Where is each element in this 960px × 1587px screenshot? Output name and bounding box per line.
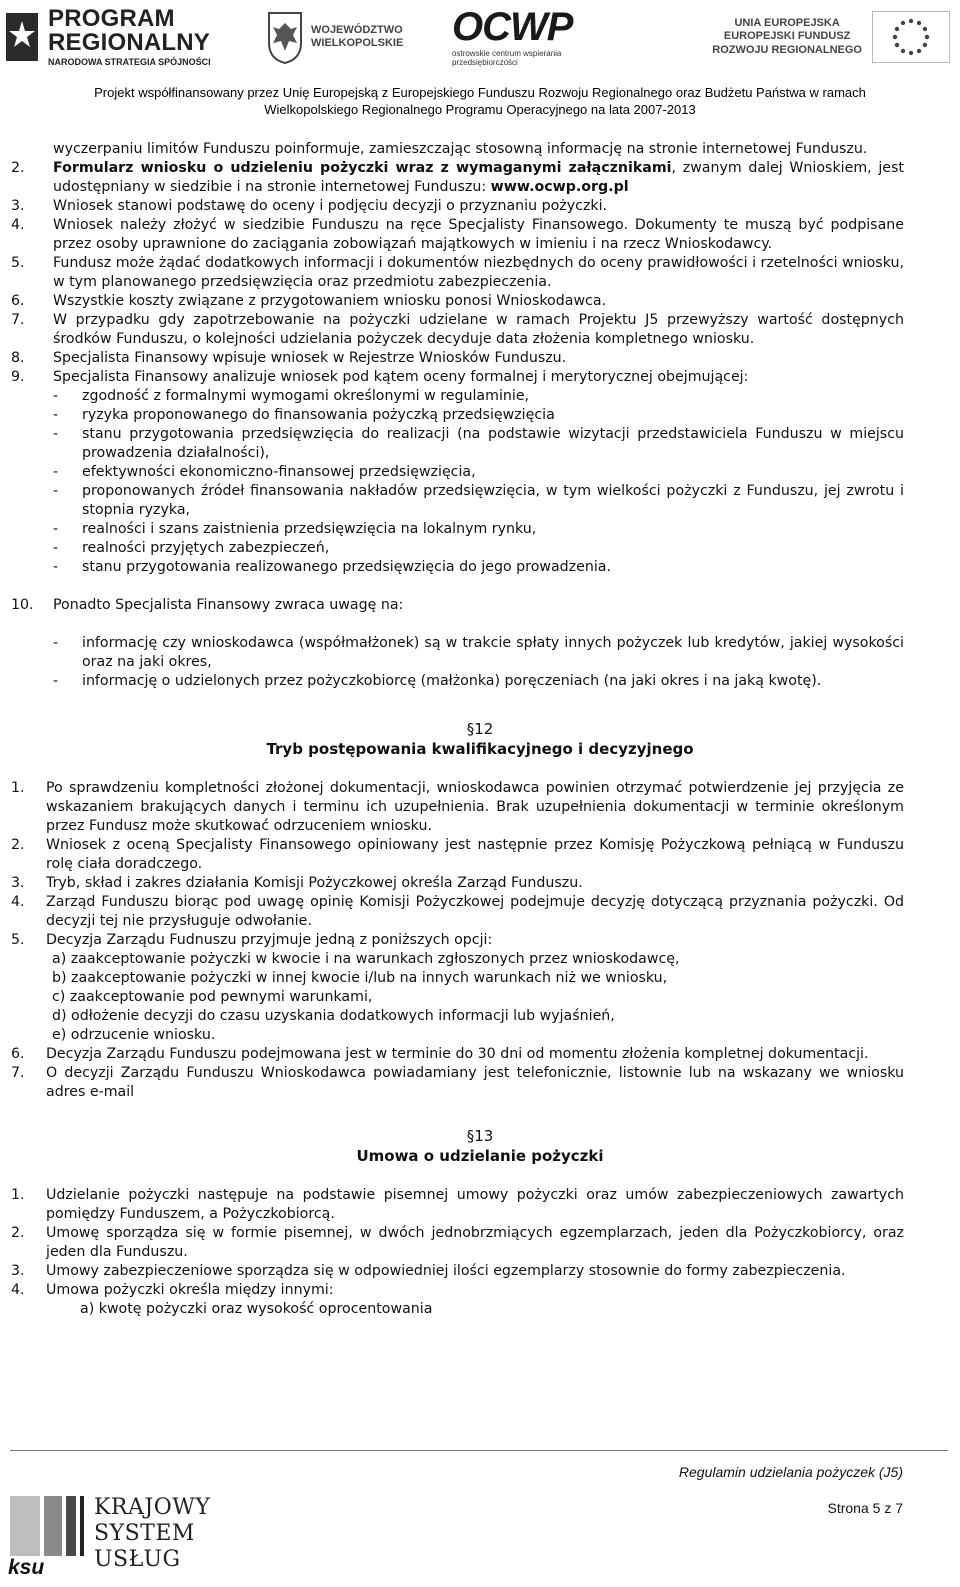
section-12-number: §12 [466, 720, 494, 738]
list-number: 5. [11, 255, 25, 271]
list-number: 2. [11, 160, 25, 176]
page-number: Strona 5 z 7 [827, 1500, 903, 1516]
list-number: 2. [11, 1225, 25, 1241]
bullet-text: stanu przygotowania przedsięwzięcia do realizacji (na podstawie wizytacji przedstawiciela Funduszu w miejscu prowadzenia działalności), [82, 426, 904, 461]
footer-document-title: Regulamin udzielania pożyczek (J5) [678, 1464, 903, 1480]
list-number: 7. [11, 312, 25, 328]
option-item: e) odrzucenie wniosku. [52, 1027, 216, 1043]
bullet-item [53, 558, 904, 577]
list-item [11, 292, 904, 311]
list-section-13 [0, 1186, 960, 1300]
bullet-dash: - [53, 521, 59, 537]
list-text: Umowy zabezpieczeniowe sporządza się w odpowiedniej ilości egzemplarzy stosownie do formy zabezpieczenia. [46, 1263, 846, 1279]
list-text: W przypadku gdy zapotrzebowanie na pożyczki udzielane w ramach Projektu J5 przewyższy wartość dostępnych środków Funduszu, o kolejności udzielania pożyczek decyduje data złożenia kompletnego wniosku. [53, 312, 904, 347]
bullet-dash: - [53, 464, 59, 480]
list-text: Po sprawdzeniu kompletności złożonej dokumentacji, wnioskodawca powinien otrzymać potwierdzenie jej przyjęcia ze wskazaniem brakujących danych i terminu ich uzupełnienia. Brak uzupełnienia dokumentacji w terminie określonym przez Fundusz może skutkować odrzuceniem wniosku. [46, 780, 904, 834]
list-item [11, 779, 904, 836]
list-text: Decyzja Zarządu Funduszu podejmowana jest w terminie do 30 dni od momentu złożenia kompletnej dokumentacji. [46, 1046, 869, 1062]
section-13-title: Umowa o udzielanie pożyczki [356, 1147, 604, 1165]
list-number: 1. [11, 1187, 25, 1203]
ocwp-logo: OCWP ostrowskie centrum wspierania przedsiębiorczości [452, 4, 573, 67]
list-text: Wniosek z oceną Specjalisty Finansowego opiniowany jest następnie przez Komisję Pożyczkową pełniącą w Funduszu rolę ciała doradczego. [46, 837, 904, 872]
ksu-mark-icon [8, 1494, 86, 1558]
bullet-dash: - [53, 426, 59, 442]
bullet-item [53, 482, 904, 520]
bullet-text: efektywności ekonomiczno-finansowej przedsięwzięcia, [82, 464, 476, 480]
list-number: 3. [11, 198, 25, 214]
list-item [11, 1281, 904, 1300]
bullet-item [53, 539, 904, 558]
bullet-dash: - [53, 540, 59, 556]
ksu-tag: ksu [8, 1556, 45, 1579]
option-item: b) zaakceptowanie pożyczki w innej kwocie i/lub na innych warunkach niż we wniosku, [52, 970, 668, 986]
list-number: 9. [11, 369, 25, 385]
list-text: O decyzji Zarządu Funduszu Wnioskodawca powiadamiany jest telefonicznie, listownie lub na wskazany we wniosku adres e-mail [46, 1065, 904, 1100]
list-item [11, 311, 904, 349]
bullet-text: informację o udzielonych przez pożyczkobiorcę (małżonka) poręczeniach (na jaki okres i na jaką kwotę). [82, 673, 822, 689]
list-item [11, 1064, 904, 1102]
bullet-dash: - [53, 559, 59, 575]
list-text: Wniosek należy złożyć w siedzibie Funduszu na ręce Specjalisty Finansowego. Dokumenty te muszą być podpisane przez osoby uprawnione do zaciągania zobowiązań majątkowych w imieniu i na rzecz Wnioskodawcy. [53, 217, 904, 252]
list-number: 2. [11, 837, 25, 853]
list-section-11 [0, 159, 960, 387]
program-regionalny-logo: PROGRAM REGIONALNY NARODOWA STRATEGIA SPÓJNOŚCI [2, 6, 217, 68]
eu-flag-icon [872, 11, 950, 63]
list-text: Specjalista Finansowy analizuje wniosek pod kątem oceny formalnej i merytorycznej obejmującej: [53, 369, 749, 385]
continued-paragraph: wyczerpaniu limitów Funduszu poinformuje, zamieszczając stosowną informację na stronie internetowej Funduszu. [53, 141, 868, 157]
list-item [11, 254, 904, 292]
list-number: 6. [11, 1046, 25, 1062]
bullet-text: zgodność z formalnymi wymogami określonymi w regulaminie, [82, 388, 530, 404]
document-body [0, 140, 960, 1319]
list-text: Wszystkie koszty związane z przygotowaniem wniosku ponosi Wnioskodawca. [53, 293, 607, 309]
bullet-text: ryzyka proponowanego do finansowania pożyczką przedsięwzięcia [82, 407, 555, 423]
header-logos [0, 0, 960, 82]
list-item [11, 1262, 904, 1281]
bullet-item [53, 634, 904, 672]
list-text: Wniosek stanowi podstawę do oceny i podjęciu decyzji o przyznaniu pożyczki. [53, 198, 608, 214]
decision-options-list [0, 950, 960, 1045]
star-emblem-icon [2, 9, 42, 65]
list-number: 5. [11, 932, 25, 948]
bullet-dash: - [53, 673, 59, 689]
list-text: Decyzja Zarządu Fudnuszu przyjmuje jedną z poniższych opcji: [46, 932, 493, 948]
bullet-dash: - [53, 388, 59, 404]
bullet-item [53, 520, 904, 539]
list-item-10: 10. Ponadto Specjalista Finansowy zwraca uwagę na: [11, 597, 404, 613]
wielkopolska-logo: WOJEWÓDZTWO WIELKOPOLSKIE [265, 6, 425, 68]
list-number: 3. [11, 875, 25, 891]
bullet-text: informację czy wnioskodawca (współmałżonek) są w trakcie spłaty innych pożyczek lub kredytów, jakiej wysokości oraz na jaki okres, [82, 635, 904, 670]
bullet-dash: - [53, 407, 59, 423]
bullet-item [53, 425, 904, 463]
list-number: 3. [11, 1263, 25, 1279]
list-item [11, 1224, 904, 1262]
option-item: a) kwotę pożyczki oraz wysokość oprocentowania [80, 1301, 433, 1317]
list-item [11, 836, 904, 874]
bullet-dash: - [53, 483, 59, 499]
list-text: Tryb, skład i zakres działania Komisji Pożyczkowej określa Zarząd Funduszu. [46, 875, 583, 891]
list-item [11, 874, 904, 893]
list-number: 4. [11, 894, 25, 910]
list-number: 4. [11, 217, 25, 233]
list-item [11, 893, 904, 931]
list-item [11, 349, 904, 368]
bullet-item [53, 387, 904, 406]
eu-logo: UNIA EUROPEJSKA EUROPEJSKI FUNDUSZ ROZWOJU REGIONALNEGO [690, 6, 950, 68]
list-text: Umowę sporządza się w formie pisemnej, w dwóch jednobrzmiących egzemplarzach, jeden dla Pożyczkobiorcy, oraz jeden dla Funduszu. [46, 1225, 904, 1260]
list-section-12 [0, 779, 960, 950]
list-item [11, 159, 904, 197]
list-number: 6. [11, 293, 25, 309]
list-text: Fundusz może żądać dodatkowych informacji i dokumentów niezbędnych do oceny prawidłowości i rzetelności wniosku, w tym planowanego przedsięwzięcia oraz przedmiotu zabezpieczenia. [53, 255, 904, 290]
contract-contents-list [0, 1300, 960, 1319]
website-link: www.ocwp.org.pl [490, 179, 629, 195]
list-number: 8. [11, 350, 25, 366]
section-13-number: §13 [466, 1127, 494, 1145]
section-12-title: Tryb postępowania kwalifikacyjnego i decyzyjnego [266, 740, 694, 758]
list-section-12b [0, 1045, 960, 1102]
ksu-logo [8, 1490, 238, 1582]
list-item [11, 1186, 904, 1224]
bullet-item [53, 463, 904, 482]
option-item: d) odłożenie decyzji do czasu uzyskania dodatkowych informacji lub wyjaśnień, [52, 1008, 615, 1024]
list-text: Specjalista Finansowy wpisuje wniosek w Rejestrze Wniosków Funduszu. [53, 350, 567, 366]
list-item [11, 931, 904, 950]
list-number: 1. [11, 780, 25, 796]
bullet-text: stanu przygotowania realizowanego przedsięwzięcia do jego prowadzenia. [82, 559, 611, 575]
bullet-dash: - [53, 635, 59, 651]
footer-divider [10, 1450, 948, 1451]
bold-text: Formularz wniosku o udzieleniu pożyczki wraz z wymaganymi załącznikami [53, 160, 672, 176]
list-text: Udzielanie pożyczki następuje na podstawie pisemnej umowy pożyczki oraz umów zabezpieczeniowych zawartych pomiędzy Funduszem, a Pożyczkobiorcą. [46, 1187, 904, 1222]
list-item [11, 216, 904, 254]
bullet-list-evaluation [0, 387, 960, 577]
list-item [11, 368, 904, 387]
bullet-list-attention [0, 634, 960, 691]
ksu-wordmark: KRAJOWY SYSTEM USŁUG [94, 1495, 211, 1572]
bullet-item [53, 406, 904, 425]
eagle-crest-icon [265, 9, 305, 65]
option-item: c) zaakceptowanie pod pewnymi warunkami, [52, 989, 373, 1005]
list-number: 7. [11, 1065, 25, 1081]
list-item [11, 197, 904, 216]
bullet-item [53, 672, 904, 691]
list-text: Umowa pożyczki określa między innymi: [46, 1282, 334, 1298]
list-item [11, 1045, 904, 1064]
bullet-text: realności i szans zaistnienia przedsięwzięcia na lokalnym rynku, [82, 521, 537, 537]
list-number: 4. [11, 1282, 25, 1298]
bullet-text: realności przyjętych zabezpieczeń, [82, 540, 330, 556]
cofinancing-note: Projekt współfinansowany przez Unię Europejską z Europejskiego Funduszu Rozwoju Regionalnego oraz Budżetu Państwa w ramach Wielkopolskiego Regionalnego Programu Operacyjnego na lata 2007-2013 [94, 85, 866, 117]
list-text: Zarząd Funduszu biorąc pod uwagę opinię Komisji Pożyczkowej podejmuje decyzję dotyczącą przyznania pożyczki. Od decyzji tej nie przysługuje odwołanie. [46, 894, 904, 929]
bullet-text: proponowanych źródeł finansowania nakładów przedsięwzięcia, w tym wielkości pożyczki z Funduszu, jej zwrotu i stopnia ryzyka, [82, 483, 904, 518]
list-text: , zwanym dalej Wnioskiem, jest udostępniany w siedzibie i na stronie internetowej Funduszu: [53, 160, 904, 195]
option-item: a) zaakceptowanie pożyczki w kwocie i na warunkach zgłoszonych przez wnioskodawcę, [52, 951, 680, 967]
